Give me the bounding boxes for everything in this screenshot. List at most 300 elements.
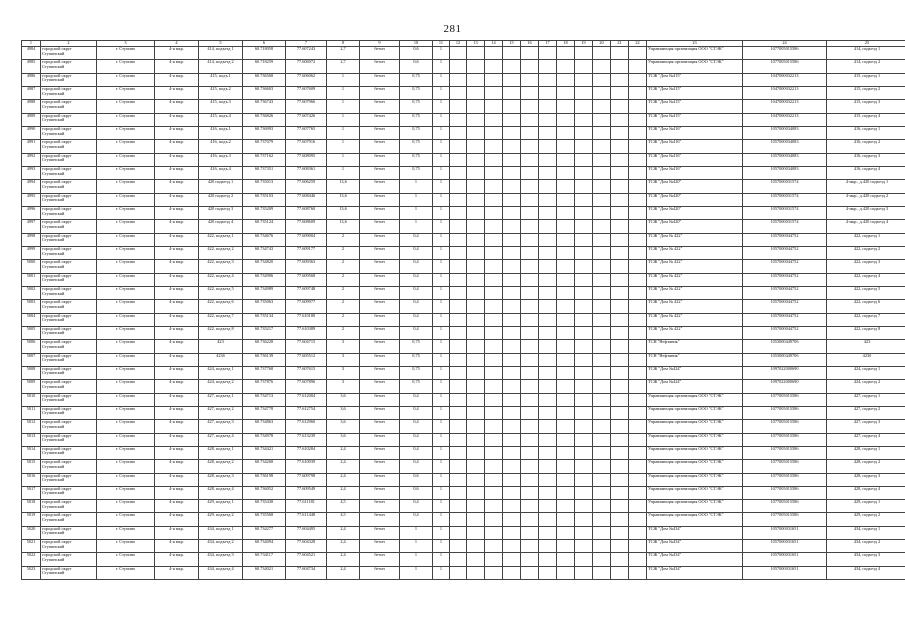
table-cell [521, 380, 539, 393]
table-cell [450, 73, 467, 86]
table-cell: 3 [327, 340, 360, 353]
table-cell: 60.737162 [243, 153, 286, 166]
table-cell: бетон [360, 513, 400, 526]
table-cell [557, 566, 575, 579]
table-cell [450, 86, 467, 99]
table-cell [557, 366, 575, 379]
column-header: 23 [647, 41, 743, 47]
table-cell [593, 540, 611, 553]
table-cell [575, 500, 593, 513]
table-cell: 1077005015586 [743, 486, 827, 499]
table-cell [593, 473, 611, 486]
table-cell [629, 446, 647, 459]
table-cell: ТСЖ "Дом №420" [647, 180, 743, 193]
table-cell [521, 260, 539, 273]
table-cell: 60.735103 [243, 193, 286, 206]
table-cell: 1077005015586 [743, 47, 827, 60]
table-cell: 4997 [22, 220, 41, 233]
table-cell [521, 446, 539, 459]
table-cell: 13,6 [327, 180, 360, 193]
table-cell [575, 340, 593, 353]
table-cell: бетон [360, 166, 400, 179]
column-header: 24 [743, 41, 827, 47]
table-cell: ТСЖ "Дом № 422" [647, 233, 743, 246]
table-cell: 5015 [22, 460, 41, 473]
table-cell [593, 86, 611, 99]
table-cell [539, 326, 557, 339]
table-row [22, 353, 905, 366]
table-cell: 77.609748 [286, 286, 327, 299]
table-cell [503, 140, 521, 153]
table-cell: 1047000032213 [743, 100, 827, 113]
table-cell: городской округ Ступинский [41, 47, 97, 60]
table-cell: бетон [360, 233, 400, 246]
table-cell: 60.735209 [243, 206, 286, 219]
table-cell: 1077005015586 [743, 420, 827, 433]
table-cell [467, 513, 485, 526]
table-cell: городской округ Ступинский [41, 473, 97, 486]
table-cell [611, 126, 629, 139]
table-cell [539, 246, 557, 259]
table-cell: ТСЖ "Дом №416" [647, 126, 743, 139]
table-cell [593, 60, 611, 73]
table-cell [611, 486, 629, 499]
table-cell: 1 [433, 47, 450, 60]
table-cell [467, 553, 485, 566]
table-cell: 1057000031574 [743, 206, 827, 219]
table-cell: 5000 [22, 260, 41, 273]
table-cell: 422, подъезд 8 [827, 326, 905, 339]
table-cell: 4-я мкр. [155, 140, 199, 153]
table-cell: г. Ступино [97, 73, 155, 86]
table-cell: 1057000044752 [743, 273, 827, 286]
table-cell: 77.608760 [286, 206, 327, 219]
table-cell [521, 220, 539, 233]
table-cell [539, 300, 557, 313]
table-cell: 60.736743 [243, 100, 286, 113]
table-cell: г. Ступино [97, 446, 155, 459]
table-cell [503, 353, 521, 366]
table-cell [611, 193, 629, 206]
table-cell: 0,4 [400, 446, 433, 459]
table-cell: 1 [433, 406, 450, 419]
table-cell: 2 [327, 286, 360, 299]
table-cell [629, 513, 647, 526]
table-cell [521, 100, 539, 113]
table-cell: 1 [433, 526, 450, 539]
table-cell [575, 300, 593, 313]
table-cell: 77.609798 [286, 473, 327, 486]
table-cell: городской округ Ступинский [41, 446, 97, 459]
table-cell: 5017 [22, 486, 41, 499]
table-cell [557, 206, 575, 219]
table-cell [629, 166, 647, 179]
table-cell [503, 460, 521, 473]
table-cell: 4-я мкр. [155, 220, 199, 233]
table-cell: бетон [360, 273, 400, 286]
table-cell [467, 273, 485, 286]
table-cell: 1 [433, 220, 450, 233]
table-cell [629, 73, 647, 86]
table-cell: 77.611448 [286, 513, 327, 526]
table-cell [539, 166, 557, 179]
table-cell [593, 180, 611, 193]
table-cell: 60.736568 [243, 73, 286, 86]
table-cell: г. Ступино [97, 326, 155, 339]
table-cell: 427, подъезд 4 [827, 433, 905, 446]
table-cell: 4-я мкр. [155, 326, 199, 339]
table-cell [467, 47, 485, 60]
table-cell: 427, подъезд 3 [199, 420, 243, 433]
table-cell: 1 [433, 140, 450, 153]
table-cell [485, 313, 503, 326]
table-cell: бетон [360, 540, 400, 553]
table-cell: 2,4 [327, 526, 360, 539]
table-cell: ТСЖ "Дом №434" [647, 526, 743, 539]
table-cell [485, 340, 503, 353]
table-cell [467, 206, 485, 219]
table-cell [575, 113, 593, 126]
table-cell: 60.736228 [243, 340, 286, 353]
table-cell: 2,7 [327, 47, 360, 60]
table-cell: 1 [433, 380, 450, 393]
table-cell [575, 553, 593, 566]
table-cell: 0,4 [400, 460, 433, 473]
table-cell: 1 [327, 153, 360, 166]
table-cell [450, 366, 467, 379]
table-row [22, 486, 905, 499]
table-cell [593, 246, 611, 259]
table-cell [450, 340, 467, 353]
table-cell: г. Ступино [97, 566, 155, 579]
table-cell: 434, подъезд 3 [199, 553, 243, 566]
table-cell [575, 313, 593, 326]
table-cell: г. Ступино [97, 513, 155, 526]
table-cell: ТСЖ "Дом №415" [647, 86, 743, 99]
table-cell: г. Ступино [97, 273, 155, 286]
table-cell: 427, подъезд 2 [827, 406, 905, 419]
table-cell: 414, подъезд 1 [199, 47, 243, 60]
table-cell: г. Ступино [97, 193, 155, 206]
table-cell [467, 286, 485, 299]
table-row [22, 526, 905, 539]
table-cell: 3,6 [327, 393, 360, 406]
table-row [22, 100, 905, 113]
table-cell [575, 460, 593, 473]
table-cell [575, 206, 593, 219]
table-cell [593, 140, 611, 153]
table-cell: 428, подъезд 2 [199, 460, 243, 473]
table-cell: бетон [360, 140, 400, 153]
table-cell [539, 513, 557, 526]
table-cell [629, 60, 647, 73]
table-cell [557, 47, 575, 60]
table-cell [485, 433, 503, 446]
table-cell [611, 233, 629, 246]
table-cell [467, 100, 485, 113]
table-cell [503, 313, 521, 326]
column-header: 9 [360, 41, 400, 47]
table-cell [521, 526, 539, 539]
table-cell [593, 220, 611, 233]
table-cell [611, 366, 629, 379]
table-cell: городской округ Ступинский [41, 313, 97, 326]
table-cell: 420 подъезд 1 [199, 180, 243, 193]
table-cell: 1 [327, 73, 360, 86]
table-cell [575, 446, 593, 459]
table-cell [485, 180, 503, 193]
table-cell [521, 553, 539, 566]
table-cell: 0,6 [400, 47, 433, 60]
table-cell [450, 473, 467, 486]
table-cell [485, 140, 503, 153]
table-cell: 4-я мкр. [155, 433, 199, 446]
table-cell: бетон [360, 380, 400, 393]
table-row [22, 166, 905, 179]
table-cell: 60.737768 [243, 366, 286, 379]
table-cell: 1077005015586 [743, 473, 827, 486]
table-cell [450, 60, 467, 73]
table-cell: бетон [360, 47, 400, 60]
table-cell [575, 260, 593, 273]
table-cell [450, 566, 467, 579]
table-cell: городской округ Ступинский [41, 126, 97, 139]
table-cell: 415, подъ.3 [199, 100, 243, 113]
table-cell: 422, подъезд 4 [199, 273, 243, 286]
column-header: 8 [327, 41, 360, 47]
table-cell [485, 406, 503, 419]
table-cell: бетон [360, 393, 400, 406]
table-cell: 3,6 [327, 406, 360, 419]
table-cell [557, 260, 575, 273]
table-cell: ТСЖ "Дом №434" [647, 566, 743, 579]
table-cell [629, 473, 647, 486]
table-cell [450, 513, 467, 526]
table-cell: бетон [360, 300, 400, 313]
table-cell: Управляющая организация ООО "СТЭК" [647, 473, 743, 486]
table-row [22, 246, 905, 259]
table-cell: 5019 [22, 513, 41, 526]
table-cell: 4990 [22, 126, 41, 139]
table-cell [629, 393, 647, 406]
table-cell: городской округ Ступинский [41, 300, 97, 313]
table-cell: городской округ Ступинский [41, 366, 97, 379]
table-cell [629, 180, 647, 193]
table-cell [593, 206, 611, 219]
table-cell: 0,6 [400, 60, 433, 73]
table-cell [539, 47, 557, 60]
table-cell [503, 553, 521, 566]
table-cell [575, 126, 593, 139]
table-row [22, 446, 905, 459]
table-cell [467, 126, 485, 139]
table-cell [557, 553, 575, 566]
table-cell: г. Ступино [97, 353, 155, 366]
table-cell: 0,4 [400, 300, 433, 313]
table-cell [485, 273, 503, 286]
table-cell: 77.604734 [286, 566, 327, 579]
table-cell: 0,4 [400, 500, 433, 513]
table-cell: бетон [360, 566, 400, 579]
table-cell: 4-я мкр. [155, 113, 199, 126]
table-cell [593, 553, 611, 566]
table-cell [485, 553, 503, 566]
table-cell: 1 [433, 286, 450, 299]
table-cell: 5014 [22, 446, 41, 459]
table-cell [503, 326, 521, 339]
table-cell: 420 подъезд 2 [199, 193, 243, 206]
table-cell: 2 [327, 313, 360, 326]
table-cell: бетон [360, 500, 400, 513]
table-cell [503, 486, 521, 499]
table-cell: 422, подъезд 2 [827, 246, 905, 259]
table-cell [467, 566, 485, 579]
table-cell: 5009 [22, 380, 41, 393]
table-cell [450, 47, 467, 60]
table-cell [521, 73, 539, 86]
table-cell [611, 206, 629, 219]
table-cell [629, 286, 647, 299]
table-cell: 1 [433, 553, 450, 566]
table-cell [629, 526, 647, 539]
table-cell: 1 [327, 140, 360, 153]
table-cell: 4-мкр., д.420 подъезд 1 [827, 180, 905, 193]
table-cell: 1057000031651 [743, 540, 827, 553]
table-row [22, 286, 905, 299]
table-cell [593, 47, 611, 60]
table-cell: Управляющая организация ООО "СТЭК" [647, 420, 743, 433]
table-cell: 415, подъезд 2 [827, 86, 905, 99]
table-cell [485, 220, 503, 233]
table-cell: бетон [360, 246, 400, 259]
table-cell: 5021 [22, 540, 41, 553]
table-cell: 1057000031574 [743, 193, 827, 206]
table-cell [557, 326, 575, 339]
table-cell: бетон [360, 460, 400, 473]
table-row [22, 500, 905, 513]
table-cell: 0,4 [400, 420, 433, 433]
table-cell [467, 86, 485, 99]
table-cell: 77.609004 [286, 233, 327, 246]
table-cell [557, 446, 575, 459]
table-cell: 416, подъезд 3 [827, 153, 905, 166]
table-cell: 5010 [22, 393, 41, 406]
table-cell: городской округ Ступинский [41, 73, 97, 86]
table-cell [611, 513, 629, 526]
table-cell [593, 113, 611, 126]
table-cell: 1 [433, 486, 450, 499]
table-cell: ТСЖ "Дом № 422" [647, 246, 743, 259]
table-cell: 1 [433, 193, 450, 206]
table-cell [521, 126, 539, 139]
table-cell [521, 473, 539, 486]
table-cell [629, 273, 647, 286]
table-cell [593, 566, 611, 579]
table-cell [575, 166, 593, 179]
table-cell: 1057000044752 [743, 326, 827, 339]
table-cell: городской округ Ступинский [41, 233, 97, 246]
table-cell: 424, подъезд 2 [827, 380, 905, 393]
table-cell: 1 [433, 420, 450, 433]
table-cell [467, 193, 485, 206]
table-cell: 77.609977 [286, 300, 327, 313]
table-cell: 1 [327, 113, 360, 126]
table-cell: городской округ Ступинский [41, 486, 97, 499]
table-row [22, 540, 905, 553]
table-cell [521, 326, 539, 339]
table-cell: ТСЖ "Дом №424" [647, 366, 743, 379]
table-row [22, 273, 905, 286]
table-cell [557, 500, 575, 513]
table-cell: ТСЖ "Дом №416" [647, 153, 743, 166]
table-cell [611, 166, 629, 179]
table-cell [629, 246, 647, 259]
column-header: 11 [433, 41, 450, 47]
table-cell [593, 73, 611, 86]
table-cell [557, 100, 575, 113]
table-cell [485, 540, 503, 553]
table-cell [611, 553, 629, 566]
table-cell [611, 460, 629, 473]
table-cell [521, 60, 539, 73]
table-cell [521, 193, 539, 206]
table-cell: 1077005015586 [743, 500, 827, 513]
table-cell [485, 446, 503, 459]
table-cell [539, 526, 557, 539]
table-cell [450, 246, 467, 259]
table-cell: Управляющая организация ООО "СТЭК" [647, 513, 743, 526]
table-cell: ТСЖ "Дом № 422" [647, 313, 743, 326]
table-cell [503, 420, 521, 433]
table-cell: бетон [360, 433, 400, 446]
table-cell: 0,4 [400, 260, 433, 273]
table-cell [450, 460, 467, 473]
table-cell [450, 206, 467, 219]
table-row [22, 140, 905, 153]
table-cell: 4,5 [327, 513, 360, 526]
table-cell: 415, подъезд 4 [827, 113, 905, 126]
table-cell: г. Ступино [97, 340, 155, 353]
table-cell [485, 486, 503, 499]
table-row [22, 313, 905, 326]
table-cell: городской округ Ступинский [41, 166, 97, 179]
table-cell: 4-я мкр. [155, 193, 199, 206]
table-cell [629, 153, 647, 166]
table-cell [467, 406, 485, 419]
table-cell: 429, подъезд 1 [827, 500, 905, 513]
column-header: 20 [593, 41, 611, 47]
table-cell: 77.607243 [286, 47, 327, 60]
table-cell [593, 286, 611, 299]
table-cell: 60.734277 [243, 526, 286, 539]
table-cell: 4-я мкр. [155, 233, 199, 246]
table-cell: 4-я мкр. [155, 406, 199, 419]
table-cell: 1053000449706 [743, 340, 827, 353]
table-cell: 1 [433, 206, 450, 219]
table-cell: 1047000032213 [743, 86, 827, 99]
table-cell: городской округ Ступинский [41, 286, 97, 299]
table-cell [450, 500, 467, 513]
table-cell: 60.735217 [243, 326, 286, 339]
table-cell: Управляющая организация ООО "СТЭК" [647, 486, 743, 499]
column-header: 5 [199, 41, 243, 47]
table-cell [575, 220, 593, 233]
table-cell [467, 486, 485, 499]
table-cell [485, 566, 503, 579]
table-cell: 434, подъезд 2 [827, 540, 905, 553]
table-cell: 1057000034083 [743, 126, 827, 139]
table-cell [539, 553, 557, 566]
